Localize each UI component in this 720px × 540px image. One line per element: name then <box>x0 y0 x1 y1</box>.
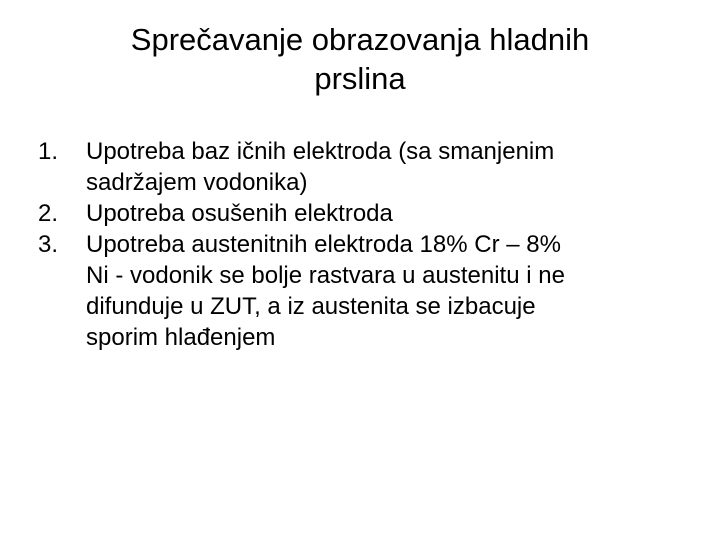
numbered-list <box>36 136 684 353</box>
slide-title-line: Sprečavanje obrazovanja hladnih <box>130 22 590 57</box>
list-item-text: Ni - vodonik se bolje rastvara u austenitu i ne <box>86 262 565 289</box>
list-item-text: sporim hlađenjem <box>86 324 276 351</box>
list-item <box>36 198 684 229</box>
list-item-number: 3. <box>38 231 59 258</box>
list-item-text: difunduje u ZUT, a iz austenita se izbacuje <box>86 293 536 320</box>
list-item-number: 1. <box>38 138 59 165</box>
list-item-text: Upotreba austenitnih elektroda 18% Cr – 8% <box>86 231 561 258</box>
slide-title <box>54 20 666 98</box>
list-item-text: Upotreba osušenih elektroda <box>86 200 393 227</box>
list-item <box>36 136 684 198</box>
list-item <box>36 229 684 353</box>
list-item-text: Upotreba baz ičnih elektroda (sa smanjenim <box>86 138 555 165</box>
list-item-text: sadržajem vodonika) <box>86 169 308 196</box>
list-item-number: 2. <box>38 200 59 227</box>
slide-title-line: prslina <box>314 61 406 96</box>
